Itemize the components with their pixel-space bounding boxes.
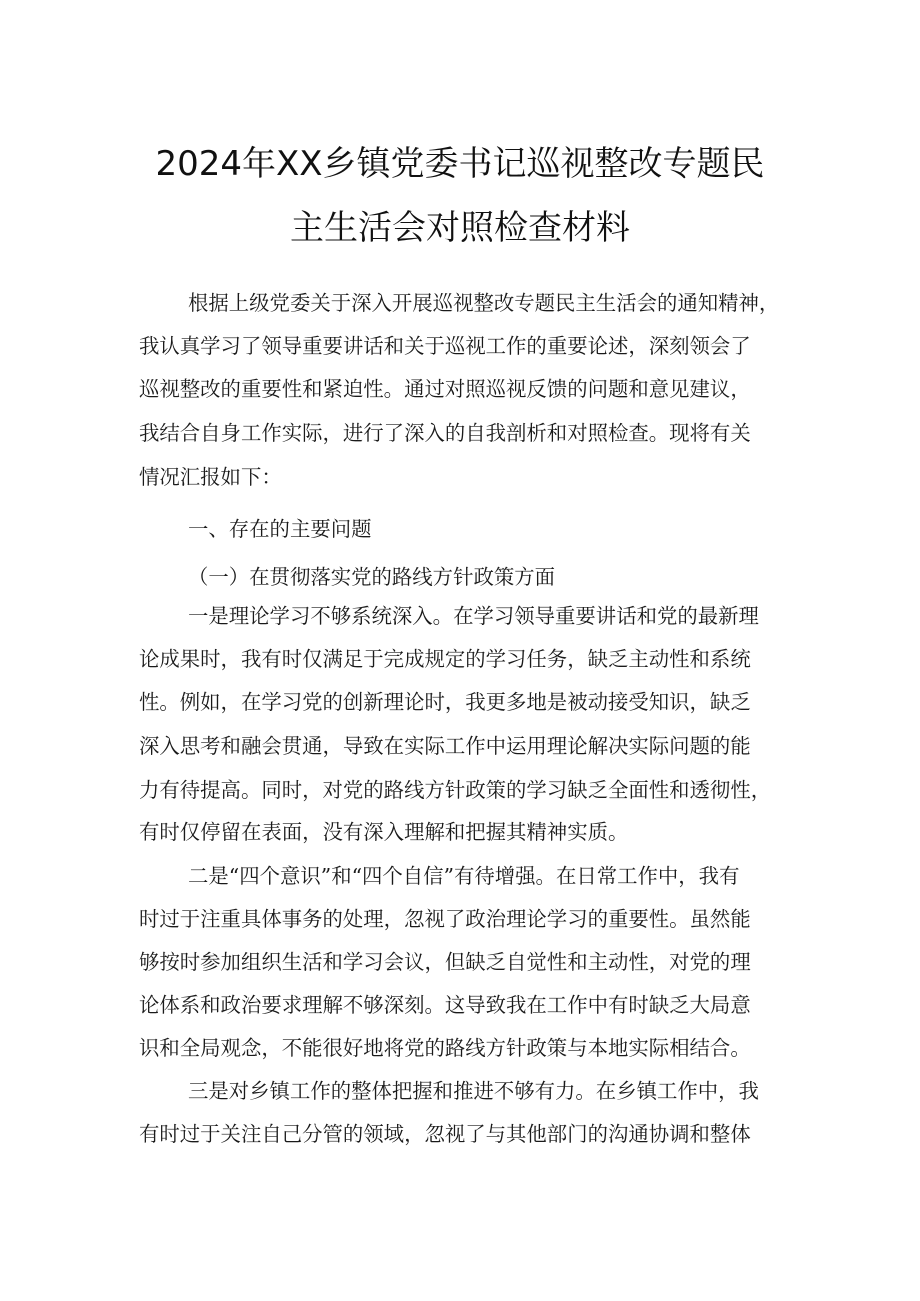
document-title-line-2: 主生活会对照检查材料 <box>290 208 630 248</box>
body-line: 论体系和政治要求理解不够深刻。这导致我在工作中有时缺乏大局意 <box>139 993 751 1017</box>
body-line: 一是理论学习不够系统深入。在学习领导重要讲话和党的最新理 <box>188 604 759 628</box>
body-line: 够按时参加组织生活和学习会议，但缺乏自觉性和主动性，对党的理 <box>139 950 751 974</box>
body-line: 我认真学习了领导重要讲话和关于巡视工作的重要论述，深刻领会了 <box>139 334 751 358</box>
section-heading: 一、存在的主要问题 <box>188 517 372 541</box>
body-line: 巡视整改的重要性和紧迫性。通过对照巡视反馈的问题和意见建议， <box>139 377 751 401</box>
subsection-heading: （一）在贯彻落实党的路线方针政策方面 <box>188 565 556 589</box>
body-line: 三是对乡镇工作的整体把握和推进不够有力。在乡镇工作中，我 <box>188 1079 759 1103</box>
body-line: 情况汇报如下： <box>139 465 282 489</box>
body-line: 时过于注重具体事务的处理，忽视了政治理论学习的重要性。虽然能 <box>139 907 751 931</box>
body-line: 有时过于关注自己分管的领域，忽视了与其他部门的沟通协调和整体 <box>139 1122 751 1146</box>
body-line: 性。例如，在学习党的创新理论时，我更多地是被动接受知识，缺乏 <box>139 690 751 714</box>
body-line: 我结合自身工作实际，进行了深入的自我剖析和对照检查。现将有关 <box>139 421 751 445</box>
body-line: 论成果时，我有时仅满足于完成规定的学习任务，缺乏主动性和系统 <box>139 647 751 671</box>
body-line: 力有待提高。同时，对党的路线方针政策的学习缺乏全面性和透彻性， <box>139 778 772 802</box>
body-line: 深入思考和融会贯通，导致在实际工作中运用理论解决实际问题的能 <box>139 734 751 758</box>
body-line: 有时仅停留在表面，没有深入理解和把握其精神实质。 <box>139 820 629 844</box>
body-line: 二是“四个意识”和“四个自信”有待增强。在日常工作中，我有 <box>188 864 740 888</box>
document-title-line-1: 2024年XX乡镇党委书记巡视整改专题民 <box>155 144 765 184</box>
body-line: 根据上级党委关于深入开展巡视整改专题民主生活会的通知精神， <box>188 291 780 315</box>
body-line: 识和全局观念，不能很好地将党的路线方针政策与本地实际相结合。 <box>139 1036 751 1060</box>
